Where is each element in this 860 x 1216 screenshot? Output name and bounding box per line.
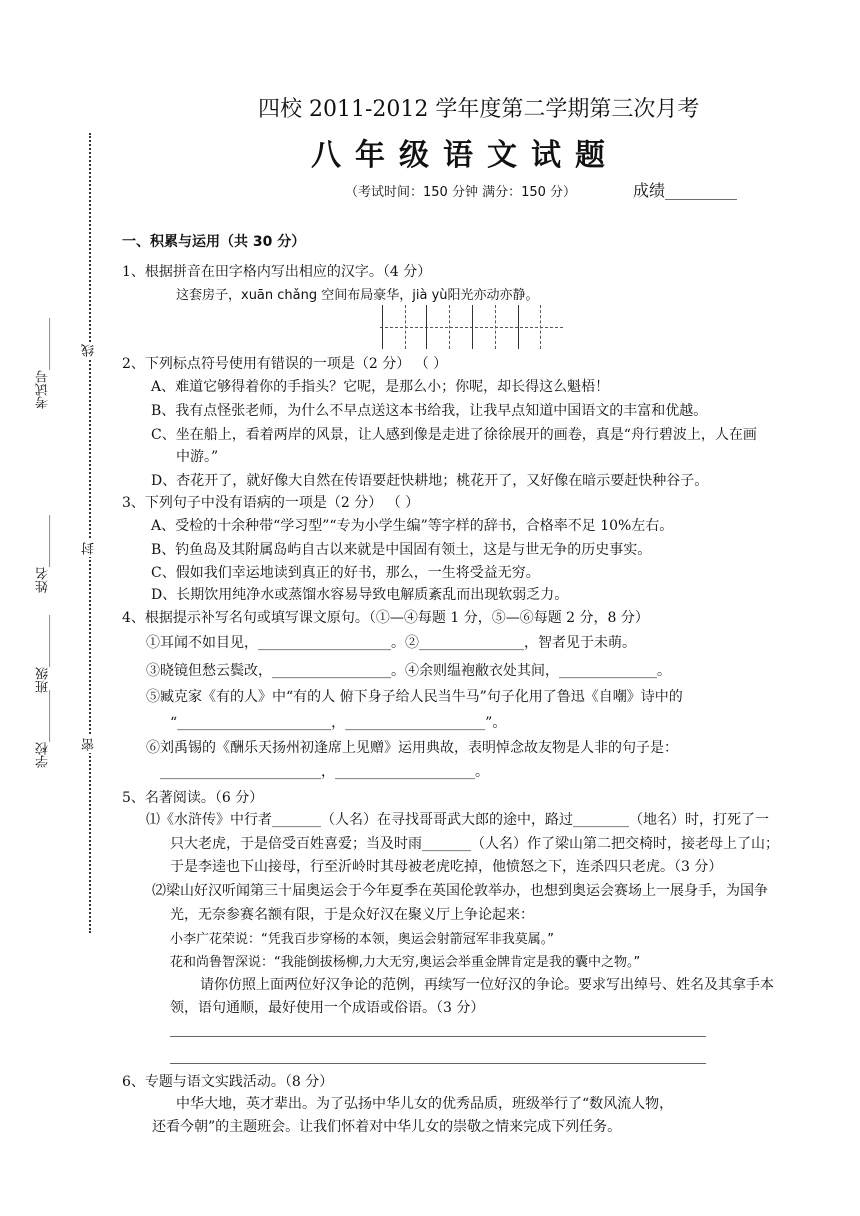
q3-option-b: B、钓鱼岛及其附属岛屿自古以来就是中国固有领土，这是与世无争的历史事实。 <box>151 542 652 558</box>
class-field[interactable]: 班级________ <box>36 615 51 693</box>
score-field[interactable]: 成绩_________ <box>633 181 738 200</box>
exam-number-field[interactable]: 考试号________ <box>36 318 51 409</box>
q5-part1-line-3: 于是李逵也下山接母，行至沂岭时其母被老虎吃掉，他愤怒之下，连杀四只老虎。（3 分） <box>170 859 723 875</box>
grid-line <box>495 305 496 349</box>
q4-line-3: ⑤臧克家《有的人》中“有的人 俯下身子给人民当牛马”句子化用了鲁迅《自嘲》诗中的 <box>146 689 683 705</box>
q3-option-d: D、长期饮用纯净水或蒸馏水容易导致电解质紊乱而出现软弱乏力。 <box>151 587 569 603</box>
q4-line-1[interactable]: ①耳闻不如目见，___________________。②_______________，智者见于未萌。 <box>146 635 636 651</box>
grid-line <box>472 305 473 349</box>
exam-header-line: 四校 2011-2012 学年度第二学期第三次月考 <box>258 97 700 122</box>
q5-part2-line-2: 光，无奈参赛名额有限，于是众好汉在聚义厅上争论起来： <box>170 907 534 923</box>
binding-label-xian: 线 <box>82 344 97 357</box>
q1-text: 这套房子，xuān chǎng 空间布局豪华，jià yù阳光亦动亦静。 <box>176 288 539 303</box>
section-title: 一、积累与运用（共 30 分） <box>122 234 306 250</box>
grid-line <box>518 305 519 349</box>
grid-line <box>405 305 406 349</box>
q3-option-a: A、受检的十余种带“学习型”“专为小学生编”等字样的辞书，合格率不足 10%左右。 <box>151 518 674 534</box>
q4-line-4[interactable]: “______________________，____________________”。 <box>170 715 507 731</box>
q2-option-a: A、难道它够得着你的手指头？它呢，是那么小；你呢，却长得这么魁梧！ <box>151 379 610 395</box>
q2-stem: 2、下列标点符号使用有错误的一项是（2 分） （ ） <box>122 356 448 372</box>
q4-line-5: ⑥刘禹锡的《酬乐天扬州初逢席上见赠》运用典故，表明悼念故友物是人非的句子是： <box>146 740 678 756</box>
q6-stem: 6、专题与语文实践活动。（8 分） <box>122 1074 334 1090</box>
q5-part2-line-1: ⑵梁山好汉听闻第三十届奥运会于今年夏季在英国伦敦举办，也想到奥运会赛场上一展身手，为国争 <box>152 883 768 899</box>
binding-label-mi: 密 <box>82 738 97 751</box>
q3-option-c: C、假如我们幸运地读到真正的好书，那么，一生将受益无穷。 <box>151 565 540 581</box>
name-field[interactable]: 姓名________ <box>36 515 51 593</box>
q5-example-1: 小李广花荣说：“凭我百步穿杨的本领，奥运会射箭冠军非我莫属。” <box>170 932 554 947</box>
q5-part1-line-2[interactable]: 只大老虎，于是倍受百姓喜爱；当及时雨_______（人名）作了梁山第二把交椅时，接老母上了山； <box>170 836 779 852</box>
school-field[interactable]: 学校________ <box>36 690 51 768</box>
q5-part1-line-1[interactable]: ⑴《水浒传》中行者_______（人名）在寻找哥哥武大郎的途中，路过________（地名）时，打死了一 <box>146 812 769 828</box>
q1-stem: 1、根据拼音在田字格内写出相应的汉字。（4 分） <box>122 264 432 280</box>
q5-stem: 5、名著阅读。（6 分） <box>122 790 264 806</box>
q2-option-c: C、坐在船上，看着两岸的风景，让人感到像是走进了徐徐展开的画卷，真是“舟行碧波上，人在画 <box>151 427 757 443</box>
q5-part2-line-3: 请你仿照上面两位好汉争论的范例，再续写一位好汉的争论。要求写出绰号、姓名及其拿手本 <box>200 977 774 993</box>
q4-stem: 4、根据提示补写名句或填写课文原句。（①—④每题 1 分，⑤—⑥每题 2 分，8 分） <box>122 610 649 626</box>
tianzige-grid[interactable] <box>380 305 563 349</box>
q5-part2-line-4: 领，语句通顺，最好使用一个成语或俗语。（3 分） <box>170 1000 485 1016</box>
q6-para-2: 还看今朝”的主题班会。让我们怀着对中华儿女的崇敬之情来完成下列任务。 <box>152 1119 622 1135</box>
q2-option-b: B、我有点怪张老师，为什么不早点送这本书给我，让我早点知道中国语文的丰富和优越。 <box>151 403 708 419</box>
answer-line[interactable] <box>170 1063 706 1064</box>
exam-title: 八年级语文试题 <box>311 138 619 173</box>
grid-line <box>382 305 383 349</box>
q4-line-6[interactable]: _______________________，____________________。 <box>160 764 489 780</box>
q6-para-1: 中华大地，英才辈出。为了弘扬中华儿女的优秀品质，班级举行了“数风流人物， <box>176 1096 674 1112</box>
q4-line-2[interactable]: ③晓镜但愁云鬓改，_________________。④余则缊袍敝衣处其间，______________。 <box>146 663 671 679</box>
grid-line <box>449 305 450 349</box>
grid-line <box>540 305 541 349</box>
exam-info: （考试时间：150 分钟 满分：150 分） <box>345 185 577 200</box>
grid-line <box>426 305 427 349</box>
binding-dotted-line <box>89 133 91 933</box>
answer-line[interactable] <box>170 1036 706 1037</box>
q2-option-c-cont: 中游。” <box>176 449 219 465</box>
binding-label-feng: 封 <box>82 542 97 555</box>
q5-example-2: 花和尚鲁智深说：“我能倒拔杨柳,力大无穷,奥运会举重金牌肯定是我的囊中之物。” <box>170 955 641 970</box>
q2-option-d: D、杏花开了，就好像大自然在传语要赶快耕地；桃花开了，又好像在暗示要赶快种谷子。 <box>151 473 709 489</box>
q3-stem: 3、下列句子中没有语病的一项是（2 分） （ ） <box>122 495 420 511</box>
